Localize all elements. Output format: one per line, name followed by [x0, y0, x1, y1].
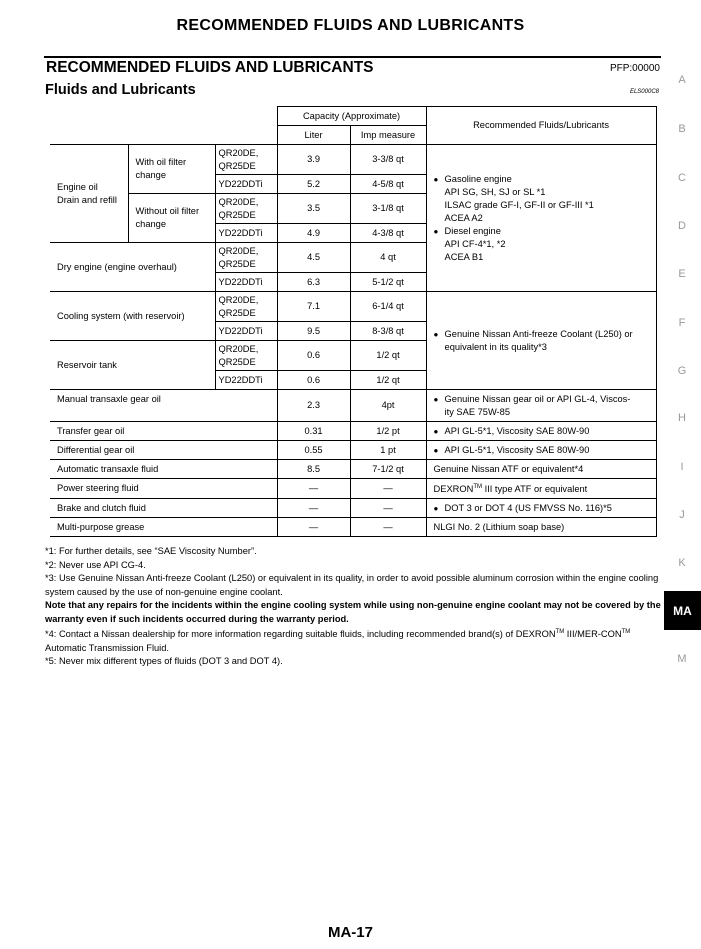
fluid-spec: DEXRON™ III type ATF or equivalent [426, 479, 656, 499]
brake-clutch-fluid-label: Brake and clutch fluid [50, 499, 277, 518]
cell-liter: 6.3 [277, 273, 350, 292]
engine-model: YD22DDTi [215, 224, 277, 243]
manual-transaxle-label: Manual transaxle gear oil [50, 390, 277, 422]
section-tab-e[interactable]: E [678, 268, 686, 280]
engine-model: YD22DDTi [215, 273, 277, 292]
cell-liter: 0.55 [277, 441, 350, 460]
power-steering-fluid-label: Power steering fluid [50, 479, 277, 499]
engine-model: QR20DE, QR25DE [215, 194, 277, 224]
capacity-header: Capacity (Approximate) [277, 107, 426, 126]
section-tab-b[interactable]: B [678, 123, 686, 135]
liter-header: Liter [277, 126, 350, 145]
cell-liter: — [277, 479, 350, 499]
cell-liter: 5.2 [277, 175, 350, 194]
cell-imp: 1/2 qt [350, 371, 426, 390]
cell-imp: — [350, 479, 426, 499]
fluid-spec: Genuine Nissan ATF or equivalent*4 [426, 460, 656, 479]
fluid-spec: ● DOT 3 or DOT 4 (US FMVSS No. 116)*5 [426, 499, 656, 518]
header-rule [44, 56, 661, 58]
footnotes [45, 545, 661, 669]
page-header-title: RECOMMENDED FLUIDS AND LUBRICANTS [176, 17, 525, 34]
multi-purpose-grease-label: Multi-purpose grease [50, 518, 277, 537]
subsection-title: Fluids and Lubricants [45, 82, 196, 98]
cell-liter: — [277, 518, 350, 537]
cell-imp: 1/2 qt [350, 341, 426, 371]
cell-imp: 5-1/2 qt [350, 273, 426, 292]
section-tab-k[interactable]: K [678, 557, 686, 569]
engine-oil-label: Engine oil Drain and refill [50, 145, 128, 243]
engine-model: YD22DDTi [215, 322, 277, 341]
section-tab-c[interactable]: C [678, 172, 686, 184]
section-index-sidebar [670, 0, 701, 949]
with-filter-label: With oil filter change [128, 145, 215, 194]
without-filter-label: Without oil filter change [128, 194, 215, 243]
cell-imp: 4-5/8 qt [350, 175, 426, 194]
section-tab-a[interactable]: A [678, 74, 686, 86]
reference-code: ELS000C8 [629, 89, 659, 95]
fluids-table [50, 106, 657, 537]
engine-model: YD22DDTi [215, 175, 277, 194]
cell-imp: 7-1/2 qt [350, 460, 426, 479]
section-tab-g[interactable]: G [677, 365, 687, 377]
cell-imp: 3-1/8 qt [350, 194, 426, 224]
cell-imp: 4pt [350, 390, 426, 422]
section-tab-h[interactable]: H [678, 412, 686, 424]
fluid-spec: ● API GL-5*1, Viscosity SAE 80W-90 [426, 422, 656, 441]
reservoir-tank-label: Reservoir tank [50, 341, 215, 390]
section-tab-ma-active[interactable]: MA [664, 591, 701, 630]
section-tab-f[interactable]: F [678, 317, 686, 329]
cell-imp: — [350, 518, 426, 537]
imp-header: Imp measure [350, 126, 426, 145]
fluids-header: Recommended Fluids/Lubricants [426, 107, 656, 145]
section-tab-m[interactable]: M [677, 653, 687, 665]
engine-model: QR20DE, QR25DE [215, 145, 277, 175]
section-title: RECOMMENDED FLUIDS AND LUBRICANTS [46, 59, 374, 76]
page-number: MA-17 [327, 924, 373, 941]
section-tab-i[interactable]: I [680, 461, 684, 473]
section-tab-d[interactable]: D [678, 220, 686, 232]
fluid-spec: ● API GL-5*1, Viscosity SAE 80W-90 [426, 441, 656, 460]
cell-imp: 8-3/8 qt [350, 322, 426, 341]
differential-gear-oil-label: Differential gear oil [50, 441, 277, 460]
fluid-spec: ● Genuine Nissan gear oil or API GL-4, Viscos- ity SAE 75W-85 [426, 390, 656, 422]
footnote-3: *3: Use Genuine Nissan Anti-freeze Coolant (L250) or equivalent in its quality, in order to avoid possible aluminum corrosion within the engine cooling system caused by the use of non-genuine engine coolant. [45, 573, 659, 597]
cell-liter: 7.1 [277, 292, 350, 322]
fluid-spec: NLGI No. 2 (Lithium soap base) [426, 518, 656, 537]
cell-liter: — [277, 499, 350, 518]
cell-imp: — [350, 499, 426, 518]
engine-model: QR20DE, QR25DE [215, 243, 277, 273]
cell-liter: 0.6 [277, 371, 350, 390]
cooling-system-label: Cooling system (with reservoir) [50, 292, 215, 341]
cell-liter: 4.5 [277, 243, 350, 273]
section-tab-j[interactable]: J [679, 509, 685, 521]
cell-imp: 4 qt [350, 243, 426, 273]
footnote-1: *1: For further details, see “SAE Viscosity Number”. [45, 546, 257, 556]
cell-liter: 8.5 [277, 460, 350, 479]
cell-liter: 3.9 [277, 145, 350, 175]
pfp-code: PFP:00000 [609, 63, 660, 74]
cell-liter: 3.5 [277, 194, 350, 224]
cell-imp: 1/2 pt [350, 422, 426, 441]
dry-engine-label: Dry engine (engine overhaul) [50, 243, 215, 292]
cell-liter: 0.6 [277, 341, 350, 371]
cell-imp: 6-1/4 qt [350, 292, 426, 322]
automatic-transaxle-fluid-label: Automatic transaxle fluid [50, 460, 277, 479]
engine-model: QR20DE, QR25DE [215, 292, 277, 322]
engine-model: YD22DDTi [215, 371, 277, 390]
cell-liter: 0.31 [277, 422, 350, 441]
footnote-5: *5: Never mix different types of fluids (DOT 3 and DOT 4). [45, 656, 283, 667]
cell-liter: 4.9 [277, 224, 350, 243]
engine-model: QR20DE, QR25DE [215, 341, 277, 371]
cell-imp: 1 pt [350, 441, 426, 460]
footnote-3-warning: Note that any repairs for the incidents within the engine cooling system while using non-genuine engine coolant may not be covered by the warranty even if such incidents occurred during the warranty period. [45, 600, 661, 624]
oil-spec-cell: ● Gasoline engine API SG, SH, SJ or SL *1 ILSAC grade GF-I, GF-II or GF-III *1 ACEA A2 ● Diesel engine API CF-4*1, *2 ACEA B1 [426, 145, 656, 292]
coolant-spec-cell: ● Genuine Nissan Anti-freeze Coolant (L250) or equivalent in its quality*3 [426, 292, 656, 390]
footnote-2: *2: Never use API CG-4. [45, 559, 146, 570]
footnote-4: *4: Contact a Nissan dealership for more information regarding suitable fluids, including recommended brand(s) of DEXRON™ III/MER-CON™ Automatic Transmission Fluid. [45, 629, 631, 653]
cell-liter: 9.5 [277, 322, 350, 341]
cell-imp: 4-3/8 qt [350, 224, 426, 243]
cell-liter: 2.3 [277, 390, 350, 422]
transfer-gear-oil-label: Transfer gear oil [50, 422, 277, 441]
cell-imp: 3-3/8 qt [350, 145, 426, 175]
